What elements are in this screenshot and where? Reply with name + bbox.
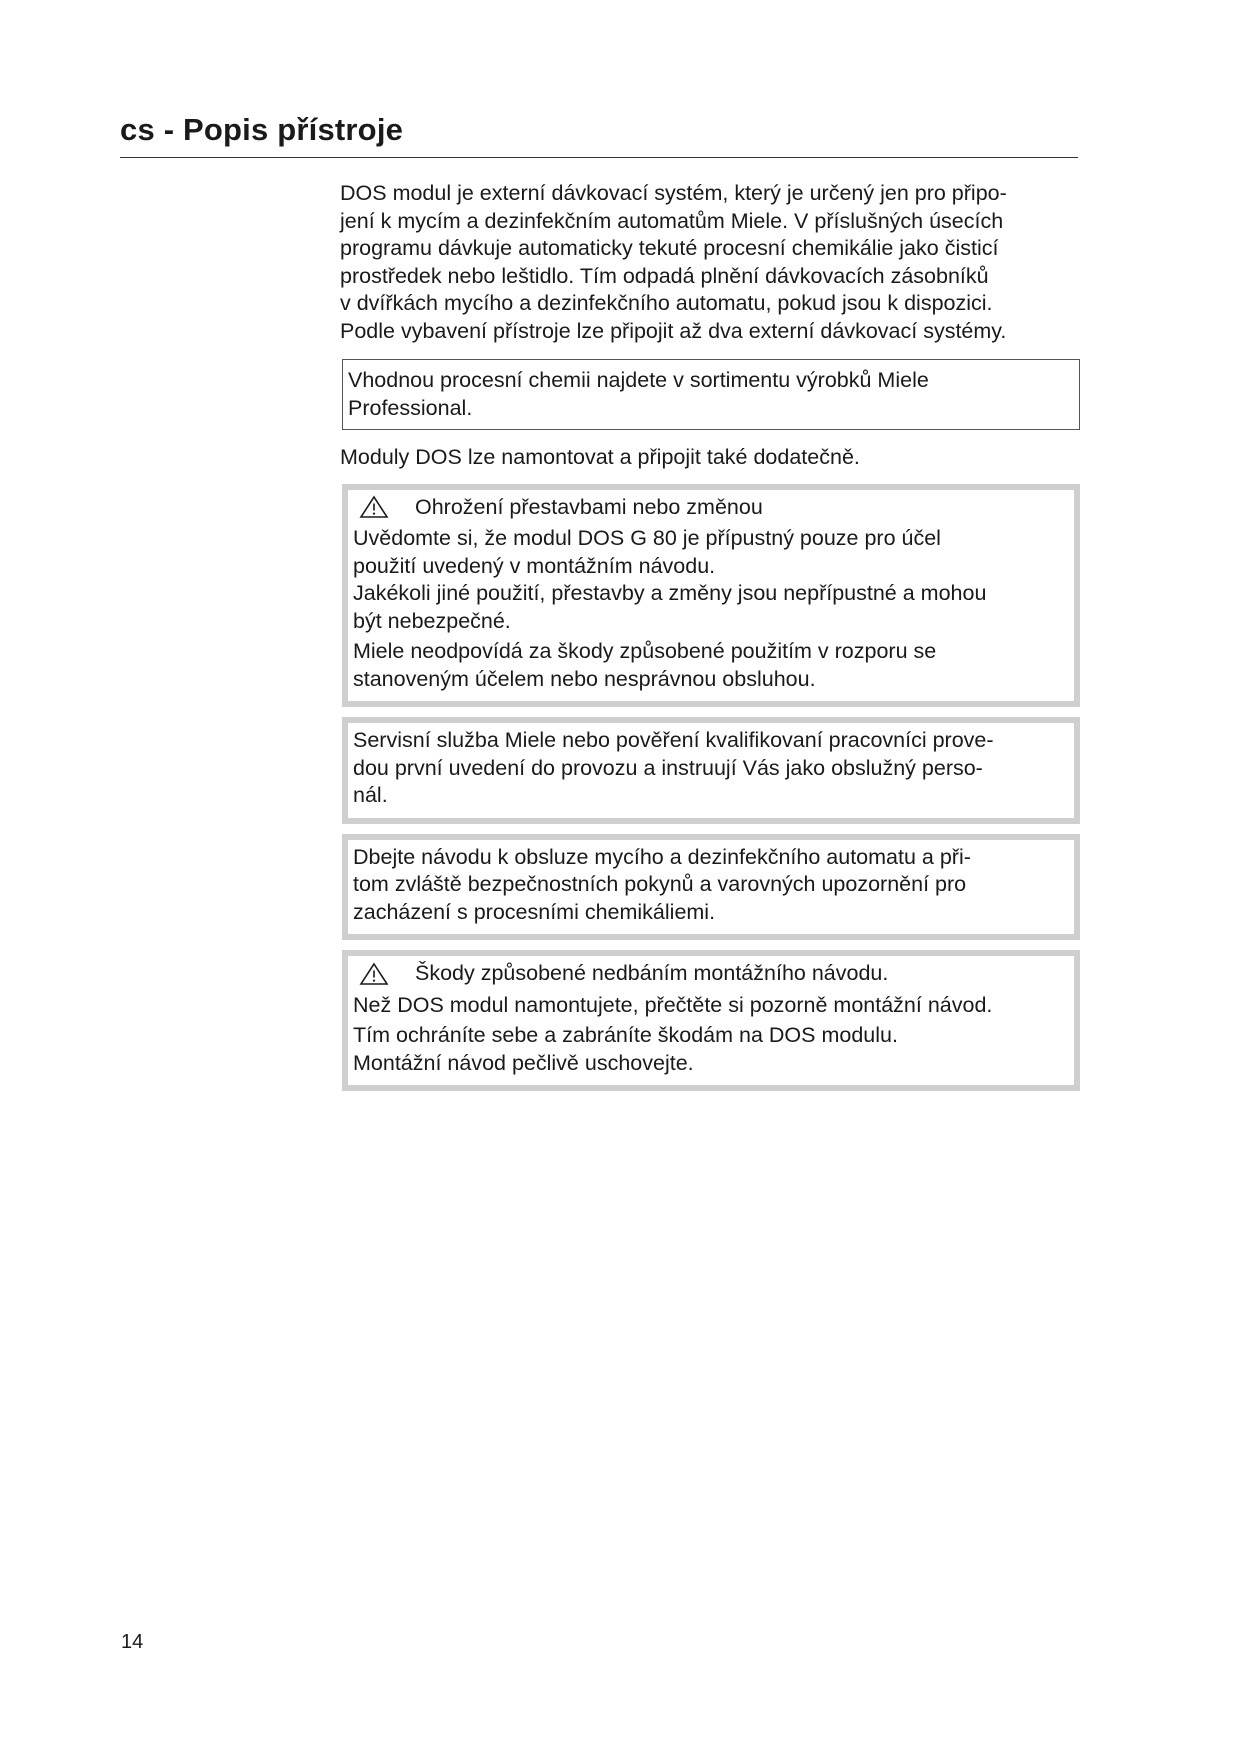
modification-warning-box xyxy=(342,484,1080,708)
chemistry-note-box xyxy=(342,359,1080,430)
title-divider xyxy=(120,157,1078,158)
service-line: Servisní služba Miele nebo pověření kvalifikovaní pracovníci prove- xyxy=(353,728,994,752)
chemistry-note-text xyxy=(348,367,1069,422)
warning-triangle-icon xyxy=(359,962,389,986)
page-title: cs - Popis přístroje xyxy=(120,112,404,147)
page-number: 14 xyxy=(121,1631,144,1653)
service-info-text xyxy=(353,727,1062,810)
warning-line: použití uvedený v montážním návodu. xyxy=(353,553,716,578)
manual-line: tom zvláště bezpečnostních pokynů a varovných upozornění pro xyxy=(353,872,967,896)
intro-line: v dvířkách mycího a dezinfekčního automatu, pokud jsou k dispozici. xyxy=(340,291,993,315)
modification-warning-heading xyxy=(353,494,1062,522)
installation-keep-instruction xyxy=(353,1022,1062,1077)
retrofit-paragraph: Moduly DOS lze namontovat a připojit také dodatečně. xyxy=(340,445,860,469)
intro-line: prostředek nebo leštidlo. Tím odpadá plnění dávkovacích zásobníků xyxy=(340,263,989,288)
warning-body xyxy=(353,525,1062,635)
note-line: Professional. xyxy=(348,395,473,420)
service-info-box xyxy=(342,717,1080,824)
intro-line: Podle vybavení přístroje lze připojit až dva externí dávkovací systémy. xyxy=(340,318,1007,343)
warning-heading-text: Ohrožení přestavbami nebo změnou xyxy=(415,494,763,519)
manual-line: Dbejte návodu k obsluze mycího a dezinfekčního automatu a při- xyxy=(353,844,971,869)
installation-warning-heading xyxy=(353,960,1062,988)
intro-paragraph xyxy=(340,180,1080,345)
service-line: dou první uvedení do provozu a instruují Vás jako obslužný perso- xyxy=(353,755,983,780)
manual-info-box xyxy=(342,834,1080,941)
installation-read-instruction: Než DOS modul namontujete, přečtěte si pozorně montážní návod. xyxy=(353,992,993,1017)
warning-line: Miele neodpovídá za škody způsobené použitím v rozporu se xyxy=(353,639,937,663)
warning-line: Tím ochráníte sebe a zabráníte škodám na DOS modulu. xyxy=(353,1023,898,1047)
intro-line: DOS modul je externí dávkovací systém, který je určený jen pro připo- xyxy=(340,181,1007,205)
service-line: nál. xyxy=(353,783,388,807)
warning-line: Montážní návod pečlivě uschovejte. xyxy=(353,1050,694,1075)
warning-line: být nebezpečné. xyxy=(353,608,511,633)
intro-line: programu dávkuje automaticky tekuté procesní chemikálie jako čisticí xyxy=(340,236,999,260)
warning-line: Jakékoli jiné použití, přestavby a změny jsou nepřípustné a mohou xyxy=(353,581,987,605)
manual-info-text xyxy=(353,844,1062,927)
intro-line: jení k mycím a dezinfekčním automatům Miele. V příslušných úsecích xyxy=(340,208,1004,233)
warning-liability xyxy=(353,638,1062,693)
warning-heading-text: Škody způsobené nedbáním montážního návodu. xyxy=(415,961,889,985)
warning-triangle-icon xyxy=(359,495,389,519)
installation-warning-box xyxy=(342,950,1080,1091)
note-line: Vhodnou procesní chemii najdete v sortimentu výrobků Miele xyxy=(348,368,929,392)
main-content xyxy=(340,180,1080,1101)
manual-line: zacházení s procesními chemikáliemi. xyxy=(353,899,716,924)
warning-line: Uvědomte si, že modul DOS G 80 je přípustný pouze pro účel xyxy=(353,526,941,550)
warning-line: stanoveným účelem nebo nesprávnou obsluhou. xyxy=(353,666,816,691)
